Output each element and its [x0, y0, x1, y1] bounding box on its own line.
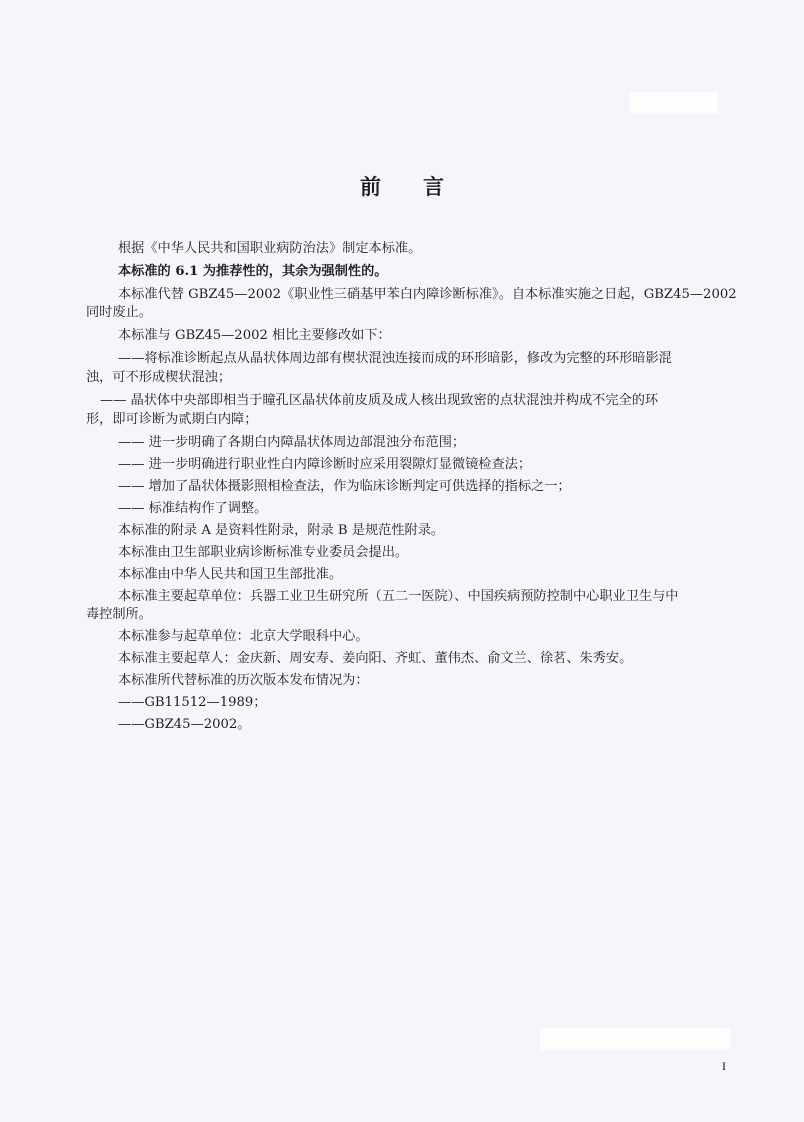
- change-item-1-line2: 浊，可不形成楔状混浊；: [86, 370, 232, 385]
- paragraph-replaces-line2: 同时废止。: [86, 305, 152, 320]
- change-item-3: —— 进一步明确了各期白内障晶状体周边部混浊分布范围；: [118, 435, 466, 450]
- paragraph-drafters: 本标准主要起草人：金庆新、周安寿、姜向阳、齐虹、董伟杰、俞文兰、徐茗、朱秀安。: [118, 651, 633, 666]
- change-item-4: —— 进一步明确进行职业性白内障诊断时应采用裂隙灯显微镜检查法；: [118, 457, 532, 472]
- paragraph-participating-units: 本标准参与起草单位：北京大学眼科中心。: [118, 629, 369, 644]
- history-item-gbz45: ——GBZ45—2002。: [118, 717, 251, 732]
- change-item-5: —— 增加了晶状体摄影照相检查法，作为临床诊断判定可供选择的指标之一；: [118, 479, 571, 494]
- paper-tape-bottom: [540, 1028, 730, 1050]
- paragraph-recommended-clause: 本标准的 6.1 为推荐性的，其余为强制性的。: [118, 264, 388, 279]
- history-item-gb11512: ——GB11512—1989；: [118, 695, 267, 710]
- paper-tape-top: [630, 92, 718, 114]
- paragraph-approved-by: 本标准由中华人民共和国卫生部批准。: [118, 567, 343, 582]
- page-number: I: [722, 1059, 726, 1073]
- paragraph-replaces-line1: 本标准代替 GBZ45—2002《职业性三硝基甲苯白内障诊断标准》。自本标准实施之日起，GBZ45—2002: [118, 287, 737, 302]
- change-item-2-line1: —— 晶状体中央部即相当于瞳孔区晶状体前皮质及成人核出现致密的点状混浊并构成不完全的环: [100, 393, 659, 408]
- paragraph-drafting-units-line1: 本标准主要起草单位：兵器工业卫生研究所（五二一医院）、中国疾病预防控制中心职业卫生与中: [118, 589, 679, 604]
- change-item-2-line2: 形，即可诊断为贰期白内障；: [86, 412, 258, 427]
- page-title: 前 言: [360, 174, 444, 199]
- paragraph-appendix: 本标准的附录 A 是资料性附录，附录 B 是规范性附录。: [118, 523, 445, 538]
- paragraph-drafting-units-line2: 毒控制所。: [86, 607, 152, 622]
- paragraph-changes-intro: 本标准与 GBZ45—2002 相比主要修改如下：: [118, 328, 391, 343]
- paragraph-history-intro: 本标准所代替标准的历次版本发布情况为：: [118, 673, 369, 688]
- change-item-6: —— 标准结构作了调整。: [118, 501, 268, 516]
- paragraph-proposed-by: 本标准由卫生部职业病诊断标准专业委员会提出。: [118, 545, 409, 560]
- change-item-1-line1: ——将标准诊断起点从晶状体周边部有楔状混浊连接而成的环形暗影，修改为完整的环形暗影混: [118, 351, 672, 366]
- paragraph-basis: 根据《中华人民共和国职业病防治法》制定本标准。: [118, 241, 422, 256]
